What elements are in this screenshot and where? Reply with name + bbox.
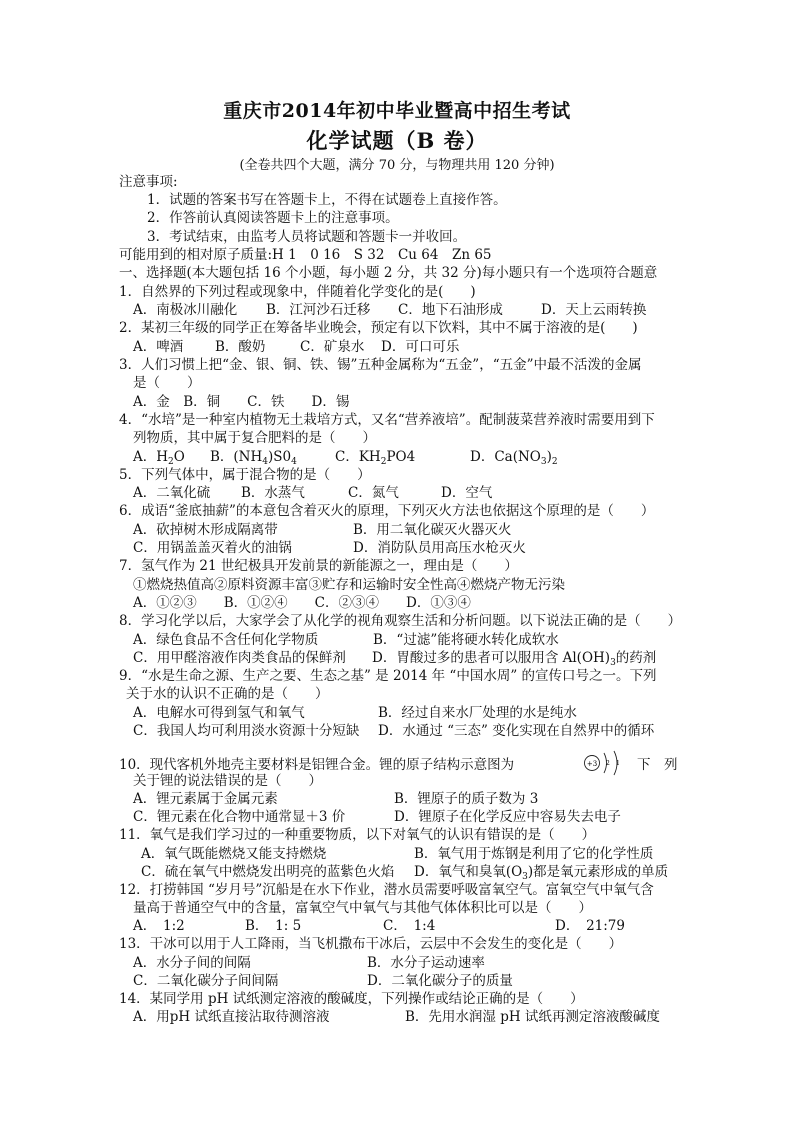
q11-option-b: B．氧气用于炼钢是利用了它的化学性质 <box>414 846 654 862</box>
question-14-stem: 14．某同学用 pH 试纸测定溶液的酸碱度，下列操作或结论正确的是（ ） <box>119 991 584 1007</box>
svg-text:1: 1 <box>616 760 620 767</box>
q9-option-d: D．水通过 “三态” 变化实现在自然界中的循环 <box>378 723 655 739</box>
question-13-stem: 13．干冰可以用于人工降雨，当飞机撒布干冰后，云层中不会发生的变化是（ ） <box>119 936 623 952</box>
q4-option-a: A．$H_2O$ <box>133 449 185 467</box>
question-4-stem: 4．“水培”是一种室内植物无土栽培方式，又名“营养液培”。配制菠菜营养液时需要用到下 <box>119 412 655 428</box>
nucleus-charge: +3 <box>586 760 598 768</box>
atomic-mass-line: 可能用到的相对原子质量:H 1 0 16 S 32 Cu 64 Zn 65 <box>119 247 492 263</box>
q13-option-a: A．水分子间的间隔 <box>133 955 251 971</box>
notes-heading: 注意事项: <box>119 174 178 190</box>
q5-option-d: D．空气 <box>441 485 493 501</box>
q1-option-a: A．南极冰川融化 <box>133 302 238 318</box>
note-item-1: 1．试题的答案书写在答题卡上，不得在试题卷上直接作答。 <box>147 192 507 208</box>
q3-options: A．金 B．铜 C．铁 D．锡 <box>133 394 350 410</box>
question-10-stem-tail: 下 列 <box>637 757 678 773</box>
question-11-stem: 11．氧气是我们学习过的一种重要物质，以下对氧气的认识有错误的是（ ） <box>119 827 596 843</box>
q8-option-d: D．胃酸过多的患者可以服用含 $Al(OH)_3$的药剂 <box>372 650 657 668</box>
q10-option-d: D．锂原子在化学反应中容易失去电子 <box>394 809 621 825</box>
question-10-stem-cont: 关于锂的说法错误的是（ ） <box>133 773 322 789</box>
q12-option-d: D． 21:79 <box>555 918 625 934</box>
q4-option-b: B．$(NH_4)S0_4$ <box>210 449 297 467</box>
q11-option-c: C．硫在氧气中燃烧发出明亮的蓝紫色火焰 <box>141 864 395 880</box>
q2-option-c: C．矿泉水 <box>300 339 365 355</box>
q6-option-b: B．用二氧化碳灭火器灭火 <box>353 522 512 538</box>
q11-option-d: D．氧气和臭氧$(O_3)$都是氧元素形成的单质 <box>414 864 669 882</box>
question-9-stem-cont: 关于水的认识不正确的是（ ） <box>126 686 329 702</box>
exam-subtitle: 化学试题（B 卷） <box>306 128 488 153</box>
q1-option-d: D．天上云雨转换 <box>541 302 647 318</box>
exam-title: 重庆市2014年初中毕业暨高中招生考试 <box>223 100 571 122</box>
q14-option-a: A．用pH 试纸直接沾取待测溶液 <box>133 1009 330 1025</box>
question-3-stem: 3．人们习惯上把“金、银、铜、铁、锡”五种金属称为“五金”，“五金”中最不活泼的金属 <box>119 357 642 373</box>
q13-option-d: D．二氧化碳分子的质量 <box>367 973 513 989</box>
question-1-stem: 1．自然界的下列过程或现象中，伴随着化学变化的是( ) <box>119 284 476 300</box>
q11-option-a: A．氧气既能燃烧又能支持燃烧 <box>141 846 327 862</box>
question-2-stem: 2．某初三年级的同学正在筹备毕业晚会，预定有以下饮料，其中不属于溶液的是( ) <box>119 320 638 336</box>
q8-option-b: B．“过滤”能将硬水转化成软水 <box>373 632 559 648</box>
q6-option-c: C．用锅盖盖灭着火的油锅 <box>133 540 292 556</box>
q13-option-b: B．水分子运动速率 <box>367 955 485 971</box>
question-3-stem-cont: 是（ ） <box>133 375 201 391</box>
note-item-2: 2．作答前认真阅读答题卡上的注意事项。 <box>147 210 399 226</box>
q1-option-b: B．江河沙石迁移 <box>266 302 371 318</box>
q2-option-b: B．酸奶 <box>215 339 266 355</box>
q8-option-c: C．用甲醛溶液作肉类食品的保鲜剂 <box>133 650 346 666</box>
q8-option-a: A．绿色食品不含任何化学物质 <box>133 632 319 648</box>
question-10-stem: 10．现代客机外地壳主要材料是铝锂合金。锂的原子结构示意图为 <box>119 757 515 773</box>
q4-option-d: D．$Ca(NO_3)_2$ <box>470 449 558 467</box>
q10-option-a: A．锂元素属于金属元素 <box>133 791 278 807</box>
svg-text:2: 2 <box>606 760 610 767</box>
q5-option-a: A．二氧化硫 <box>133 485 211 501</box>
q2-option-d: D．可口可乐 <box>381 339 460 355</box>
question-9-stem: 9．“水是生命之源、生产之要、生态之基” 是 2014 年 “中国水周” 的宣传口号之一。下列 <box>119 668 657 684</box>
question-12-stem-cont: 量高于普通空气中的含量，富氧空气中氧气与其他气体体积比可以是（ ） <box>133 900 592 916</box>
q10-option-b: B．锂原子的质子数为 3 <box>394 791 539 807</box>
question-4-stem-cont: 列物质，其中属于复合肥料的是（ ） <box>133 430 376 446</box>
q12-option-b: B． 1: 5 <box>245 918 302 934</box>
question-7-stem: 7．氢气作为 21 世纪极具开发前景的新能源之一，理由是（ ） <box>119 558 518 574</box>
q9-option-c: C．我国人均可利用淡水资源十分短缺 <box>133 723 360 739</box>
q2-option-a: A．啤酒 <box>133 339 184 355</box>
q12-option-c: C． 1:4 <box>383 918 436 934</box>
section-heading: 一、选择题(本大题包括 16 个小题，每小题 2 分，共 32 分)每小题只有一个选项符合题意 <box>119 265 658 281</box>
q7-options: A．①②③ B．①②④ C．②③④ D．①③④ <box>133 595 471 611</box>
q4-option-c: C．$KH_2PO4$ <box>335 449 416 467</box>
lithium-atom-diagram <box>583 750 625 776</box>
q5-option-b: B．水蒸气 <box>241 485 305 501</box>
question-12-stem: 12．打捞韩国 “岁月号”沉船是在水下作业，潜水员需要呼吸富氧空气。富氧空气中氧气含 <box>119 882 654 898</box>
exam-info: (全卷共四个大题，满分 70 分，与物理共用 120 分钟) <box>239 158 555 173</box>
q7-items: ①燃烧热值高②原料资源丰富③贮存和运输时安全性高④燃烧产物无污染 <box>133 577 565 593</box>
question-5-stem: 5．下列气体中，属于混合物的是（ ） <box>119 467 371 483</box>
q12-option-a: A． 1:2 <box>133 918 185 934</box>
q10-option-c: C．锂元素在化合物中通常显＋3 价 <box>133 809 346 825</box>
q1-option-c: C．地下石油形成 <box>398 302 503 318</box>
q6-option-a: A．砍掉树木形成隔离带 <box>133 522 278 538</box>
q9-option-a: A．电解水可得到氢气和氧气 <box>133 705 305 721</box>
q6-option-d: D．消防队员用高压水枪灭火 <box>353 540 526 556</box>
note-item-3: 3．考试结束，由监考人员将试题和答题卡一并收回。 <box>147 229 467 245</box>
question-8-stem: 8．学习化学以后，大家学会了从化学的视角观察生活和分析问题。以下说法正确的是（ ） <box>119 613 682 629</box>
q9-option-b: B．经过自来水厂处理的水是纯水 <box>378 705 577 721</box>
question-6-stem: 6．成语“釜底抽薪”的本意包含着灭火的原理，下列灭火方法也依据这个原理的是（ ） <box>119 503 655 519</box>
q14-option-b: B．先用水润湿 pH 试纸再测定溶液酸碱度 <box>405 1009 660 1025</box>
q13-option-c: C．二氧化碳分子间间隔 <box>133 973 279 989</box>
q5-option-c: C．氮气 <box>348 485 399 501</box>
